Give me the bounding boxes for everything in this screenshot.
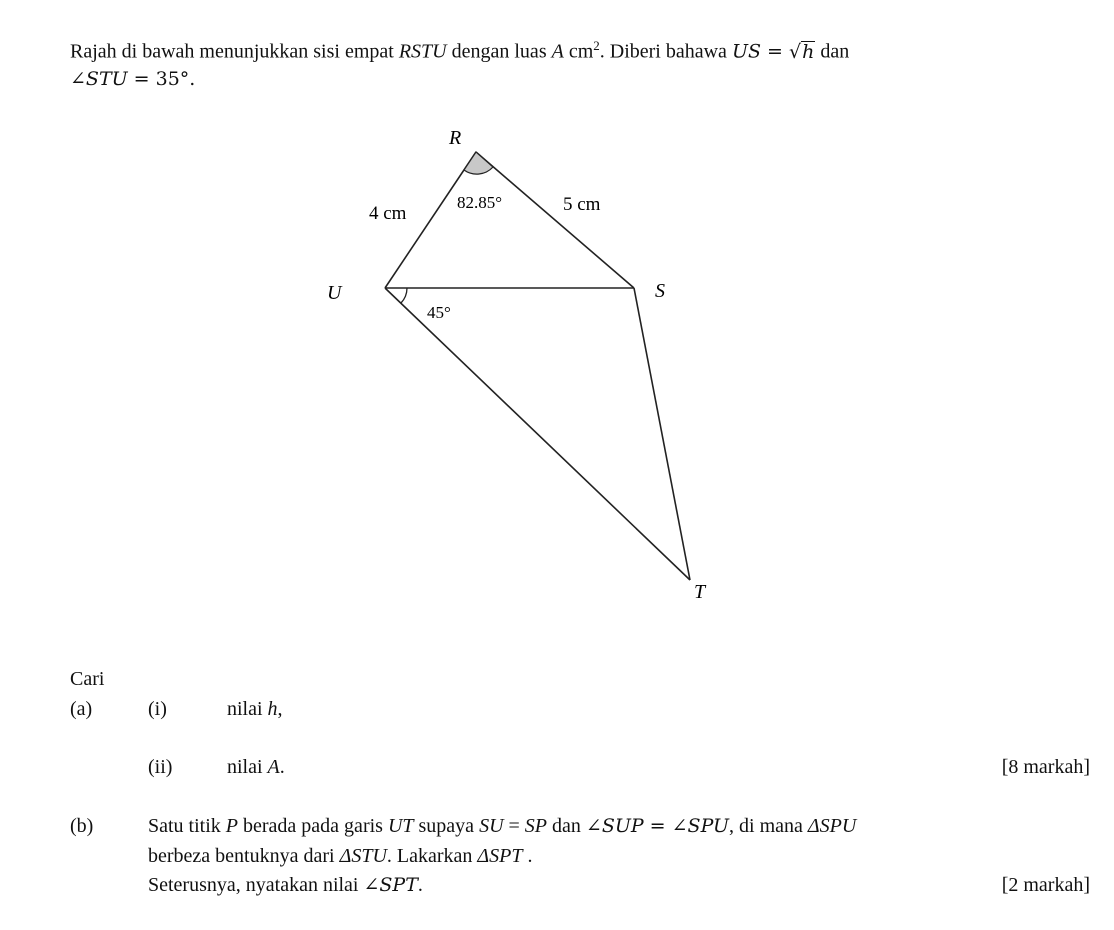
question-text: . — [279, 756, 285, 778]
side-UT — [385, 288, 690, 580]
question-text: , — [277, 698, 283, 720]
area-var: A — [551, 40, 564, 63]
question-text: , di mana — [729, 815, 808, 837]
part-b-line-2 — [148, 845, 532, 868]
vertex-S: S — [655, 280, 665, 302]
vertex-U: U — [327, 282, 342, 304]
part-b-line-3 — [148, 874, 423, 897]
question-text: nilai — [227, 756, 268, 778]
intro-text: Rajah di bawah menunjukkan sisi empat — [70, 40, 399, 63]
part-a-ii-label: (ii) — [148, 756, 173, 778]
question-text: Satu titik — [148, 815, 226, 837]
part-a-ii-text — [227, 756, 285, 779]
question-text: . Lakarkan — [386, 845, 478, 867]
vertex-R: R — [449, 127, 462, 149]
angle-SUP: ∠SUP — [585, 815, 644, 837]
triangle-STU: ΔSTU — [339, 845, 387, 867]
point-P: P — [225, 815, 239, 837]
marks-b: [2 markah] — [1001, 874, 1090, 896]
angle-R-marker — [464, 152, 493, 174]
label-angle-R: 82.85° — [457, 193, 503, 212]
label-RU: 4 cm — [369, 203, 407, 224]
angle-symbol: ∠ — [70, 68, 86, 90]
side-SU: SU — [479, 815, 504, 837]
question-text: berada pada garis — [238, 815, 388, 837]
equals: = — [643, 815, 672, 837]
angle-SPU: ∠SPU — [671, 815, 730, 837]
question-text: berbeza bentuknya dari — [148, 845, 340, 867]
question-text: Seterusnya, nyatakan nilai — [148, 874, 364, 896]
question-text: nilai — [227, 698, 268, 720]
angle-U-marker — [401, 288, 407, 303]
angle-STU: STU — [85, 68, 128, 90]
question-text: supaya — [413, 815, 480, 837]
unit-exponent: 2 — [593, 38, 600, 53]
cari-label: Cari — [70, 668, 105, 690]
intro-text: dan — [815, 40, 850, 63]
intro-text: dengan luas — [446, 40, 552, 63]
var-A: A — [267, 756, 280, 778]
marks-a: [8 markah] — [1001, 756, 1090, 778]
question-text: dan — [547, 815, 586, 837]
sqrt-h: √h — [788, 40, 815, 63]
line-UT: UT — [387, 815, 414, 837]
side-ST — [634, 288, 690, 580]
part-a-label: (a) — [70, 698, 93, 720]
side-RS — [476, 152, 634, 288]
unit: cm — [563, 40, 594, 63]
equals: = — [503, 815, 525, 837]
angle-STU-value: = 35°. — [127, 68, 196, 90]
triangle-SPT: ΔSPT — [477, 845, 523, 867]
side-SP: SP — [524, 815, 548, 837]
equals: = — [760, 40, 789, 63]
side-US: US — [731, 40, 761, 63]
triangle-SPU: ΔSPU — [807, 815, 857, 837]
intro-text: . Diberi bahawa — [599, 40, 732, 63]
part-a-i-label: (i) — [148, 698, 167, 720]
quad-name: RSTU — [398, 40, 447, 63]
part-a-i-text — [227, 698, 283, 721]
var-h: h — [267, 698, 278, 720]
label-RS: 5 cm — [563, 194, 601, 215]
sqrt-radicand: h — [802, 40, 815, 63]
part-b-label: (b) — [70, 815, 94, 837]
part-b-line-1 — [148, 815, 856, 838]
label-angle-U: 45° — [427, 303, 451, 322]
question-text: . — [522, 845, 533, 867]
angle-SPT: ∠SPT — [363, 874, 418, 896]
vertex-T: T — [694, 581, 706, 603]
question-text: . — [417, 874, 423, 896]
